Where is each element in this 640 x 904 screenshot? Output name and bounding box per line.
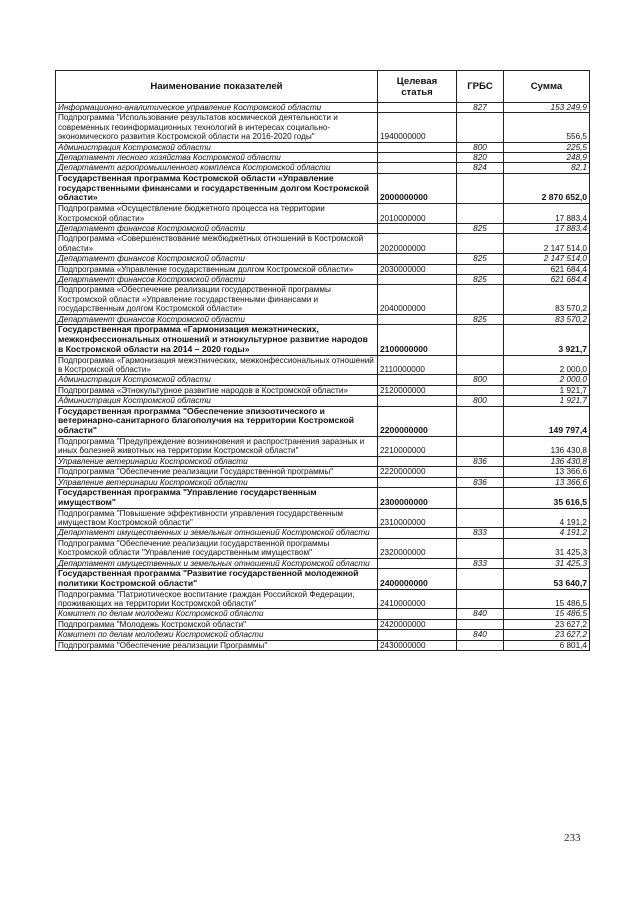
row-name: Департамент агропромышленного комплекса Костромской области bbox=[56, 163, 378, 173]
row-code: 2310000000 bbox=[378, 508, 457, 528]
row-grbs bbox=[457, 568, 504, 589]
row-sum: 136 430,8 bbox=[504, 456, 590, 466]
row-grbs bbox=[457, 467, 504, 477]
row-grbs: 833 bbox=[457, 558, 504, 568]
table-row bbox=[56, 487, 590, 508]
row-grbs: 825 bbox=[457, 224, 504, 234]
row-grbs: 820 bbox=[457, 153, 504, 163]
table-row bbox=[56, 355, 590, 375]
row-name: Государственная программа "Обеспечение эпизоотического и ветеринарно-санитарного благополучия на территории Костромской области" bbox=[56, 406, 378, 436]
row-sum: 4 191,2 bbox=[504, 528, 590, 538]
row-sum: 82,1 bbox=[504, 163, 590, 173]
table-body bbox=[56, 103, 590, 651]
header-code: Целевая статья bbox=[378, 71, 457, 103]
row-sum: 15 486,5 bbox=[504, 609, 590, 619]
row-code: 2200000000 bbox=[378, 406, 457, 436]
row-sum: 3 921,7 bbox=[504, 325, 590, 355]
table-row bbox=[56, 630, 590, 640]
row-code bbox=[378, 153, 457, 163]
row-grbs: 800 bbox=[457, 142, 504, 152]
row-sum: 2 870 652,0 bbox=[504, 173, 590, 203]
table-row bbox=[56, 103, 590, 113]
row-name: Подпрограмма "Молодежь Костромской области" bbox=[56, 619, 378, 629]
row-code: 2400000000 bbox=[378, 568, 457, 589]
row-sum: 83 570,2 bbox=[504, 314, 590, 324]
row-name: Подпрограмма «Управление государственным долгом Костромской области» bbox=[56, 264, 378, 274]
row-sum: 136 430,8 bbox=[504, 436, 590, 456]
row-code: 2110000000 bbox=[378, 355, 457, 375]
row-sum: 2 147 514,0 bbox=[504, 254, 590, 264]
row-code bbox=[378, 142, 457, 152]
row-sum: 53 640,7 bbox=[504, 568, 590, 589]
table-row bbox=[56, 142, 590, 152]
row-grbs bbox=[457, 264, 504, 274]
row-grbs: 825 bbox=[457, 275, 504, 285]
table-row bbox=[56, 436, 590, 456]
row-code: 2300000000 bbox=[378, 487, 457, 508]
row-code bbox=[378, 630, 457, 640]
row-grbs: 827 bbox=[457, 103, 504, 113]
table-row bbox=[56, 456, 590, 466]
row-sum: 1 921,7 bbox=[504, 396, 590, 406]
row-name: Департамент имущественных и земельных отношений Костромской области bbox=[56, 558, 378, 568]
row-grbs bbox=[457, 436, 504, 456]
row-sum: 31 425,3 bbox=[504, 538, 590, 558]
table-row bbox=[56, 173, 590, 203]
row-name: Департамент имущественных и земельных отношений Костромской области bbox=[56, 528, 378, 538]
row-name: Подпрограмма "Обеспечение реализации Программы" bbox=[56, 640, 378, 650]
table-row bbox=[56, 406, 590, 436]
header-name: Наименование показателей bbox=[56, 71, 378, 103]
row-sum: 13 366,6 bbox=[504, 477, 590, 487]
row-sum: 17 883,4 bbox=[504, 224, 590, 234]
row-name: Подпрограмма «Обеспечение реализации государственной программы Костромской области «Управление государственными финансами и государственным долгом Костромской области» bbox=[56, 285, 378, 314]
row-code bbox=[378, 103, 457, 113]
row-name: Государственная программа "Развитие государственной молодежной политики Костромской области" bbox=[56, 568, 378, 589]
row-sum: 83 570,2 bbox=[504, 285, 590, 314]
row-name: Информационно-аналитическое управление Костромской области bbox=[56, 103, 378, 113]
row-grbs bbox=[457, 113, 504, 142]
row-sum: 621 684,4 bbox=[504, 275, 590, 285]
row-code: 2220000000 bbox=[378, 467, 457, 477]
row-sum: 23 627,2 bbox=[504, 630, 590, 640]
table-row bbox=[56, 558, 590, 568]
row-name: Департамент финансов Костромской области bbox=[56, 224, 378, 234]
row-sum: 149 797,4 bbox=[504, 406, 590, 436]
row-sum: 153 249,9 bbox=[504, 103, 590, 113]
row-grbs bbox=[457, 234, 504, 254]
row-grbs: 800 bbox=[457, 375, 504, 385]
row-name: Подпрограмма "Патриотическое воспитание граждан Российской Федерации, проживающих на территории Костромской области" bbox=[56, 589, 378, 609]
row-sum: 621 684,4 bbox=[504, 264, 590, 274]
row-code: 2430000000 bbox=[378, 640, 457, 650]
row-name: Администрация Костромской области bbox=[56, 142, 378, 152]
row-name: Подпрограмма "Повышение эффективности управления государственным имуществом Костромской области" bbox=[56, 508, 378, 528]
row-sum: 248,9 bbox=[504, 153, 590, 163]
row-code bbox=[378, 609, 457, 619]
row-name: Комитет по делам молодежи Костромской области bbox=[56, 609, 378, 619]
table-row bbox=[56, 609, 590, 619]
row-name: Администрация Костромской области bbox=[56, 375, 378, 385]
table-row bbox=[56, 285, 590, 314]
row-code bbox=[378, 456, 457, 466]
row-sum: 556,5 bbox=[504, 113, 590, 142]
table-row bbox=[56, 375, 590, 385]
row-grbs bbox=[457, 640, 504, 650]
row-name: Подпрограмма "Использование результатов космической деятельности и современных геоинформационных технологий в интересах социально-экономического развития Костромской области на 2016-2020 годы" bbox=[56, 113, 378, 142]
row-grbs bbox=[457, 385, 504, 395]
row-name: Управление ветеринарии Костромской области bbox=[56, 456, 378, 466]
page-number: 233 bbox=[564, 832, 581, 844]
row-name: Администрация Костромской области bbox=[56, 396, 378, 406]
row-grbs: 833 bbox=[457, 528, 504, 538]
row-grbs bbox=[457, 538, 504, 558]
row-code: 2320000000 bbox=[378, 538, 457, 558]
row-code bbox=[378, 375, 457, 385]
row-sum: 31 425,3 bbox=[504, 558, 590, 568]
table-row bbox=[56, 153, 590, 163]
row-code: 2030000000 bbox=[378, 264, 457, 274]
table-row bbox=[56, 234, 590, 254]
budget-table-sheet bbox=[55, 70, 589, 651]
row-grbs bbox=[457, 325, 504, 355]
row-sum: 35 616,5 bbox=[504, 487, 590, 508]
table-row bbox=[56, 224, 590, 234]
table-row bbox=[56, 528, 590, 538]
row-sum: 17 883,4 bbox=[504, 204, 590, 224]
row-code: 2410000000 bbox=[378, 589, 457, 609]
row-code: 2020000000 bbox=[378, 234, 457, 254]
row-code: 2100000000 bbox=[378, 325, 457, 355]
table-row bbox=[56, 275, 590, 285]
row-code bbox=[378, 528, 457, 538]
row-grbs bbox=[457, 204, 504, 224]
row-grbs: 836 bbox=[457, 456, 504, 466]
row-code: 2010000000 bbox=[378, 204, 457, 224]
table-row bbox=[56, 204, 590, 224]
table-row bbox=[56, 264, 590, 274]
row-grbs: 825 bbox=[457, 314, 504, 324]
table-header-row bbox=[56, 71, 590, 103]
table-row bbox=[56, 508, 590, 528]
row-name: Управление ветеринарии Костромской области bbox=[56, 477, 378, 487]
table-row bbox=[56, 568, 590, 589]
row-code bbox=[378, 254, 457, 264]
row-grbs bbox=[457, 406, 504, 436]
row-grbs: 836 bbox=[457, 477, 504, 487]
table-row bbox=[56, 325, 590, 355]
row-name: Подпрограмма "Предупреждение возникновения и распространения заразных и иных болезней животных на территории Костромской области" bbox=[56, 436, 378, 456]
table-row bbox=[56, 619, 590, 629]
row-grbs: 824 bbox=[457, 163, 504, 173]
row-name: Подпрограмма "Обеспечение реализации государственной программы Костромской области "Управление государственным имуществом" bbox=[56, 538, 378, 558]
row-code bbox=[378, 396, 457, 406]
table-row bbox=[56, 163, 590, 173]
row-grbs bbox=[457, 487, 504, 508]
row-code: 2040000000 bbox=[378, 285, 457, 314]
row-name: Департамент финансов Костромской области bbox=[56, 314, 378, 324]
row-code bbox=[378, 558, 457, 568]
row-name: Подпрограмма «Этнокультурное развитие народов в Костромской области» bbox=[56, 385, 378, 395]
row-sum: 2 000,0 bbox=[504, 355, 590, 375]
row-code: 2420000000 bbox=[378, 619, 457, 629]
row-grbs bbox=[457, 508, 504, 528]
row-name: Комитет по делам молодежи Костромской области bbox=[56, 630, 378, 640]
header-grbs: ГРБС bbox=[457, 71, 504, 103]
row-code: 2210000000 bbox=[378, 436, 457, 456]
row-code: 1940000000 bbox=[378, 113, 457, 142]
row-grbs bbox=[457, 619, 504, 629]
budget-table bbox=[55, 70, 590, 651]
row-grbs bbox=[457, 589, 504, 609]
row-sum: 23 627,2 bbox=[504, 619, 590, 629]
row-code: 2120000000 bbox=[378, 385, 457, 395]
table-row bbox=[56, 254, 590, 264]
row-code bbox=[378, 163, 457, 173]
row-grbs bbox=[457, 285, 504, 314]
row-code bbox=[378, 224, 457, 234]
table-row bbox=[56, 385, 590, 395]
table-row bbox=[56, 589, 590, 609]
row-name: Государственная программа Костромской области «Управление государственными финансами и государственным долгом Костромской области» bbox=[56, 173, 378, 203]
table-row bbox=[56, 113, 590, 142]
row-name: Подпрограмма «Гармонизация межэтнических, межконфессиональных отношений в Костромской области» bbox=[56, 355, 378, 375]
row-sum: 15 486,5 bbox=[504, 589, 590, 609]
row-sum: 2 000,0 bbox=[504, 375, 590, 385]
row-grbs bbox=[457, 355, 504, 375]
table-row bbox=[56, 477, 590, 487]
row-grbs bbox=[457, 173, 504, 203]
row-sum: 13 366,6 bbox=[504, 467, 590, 477]
header-sum: Сумма bbox=[504, 71, 590, 103]
row-grbs: 825 bbox=[457, 254, 504, 264]
table-row bbox=[56, 640, 590, 650]
row-name: Департамент лесного хозяйства Костромской области bbox=[56, 153, 378, 163]
row-name: Подпрограмма "Обеспечение реализации Государственной программы" bbox=[56, 467, 378, 477]
table-row bbox=[56, 314, 590, 324]
row-grbs: 840 bbox=[457, 609, 504, 619]
row-code: 2000000000 bbox=[378, 173, 457, 203]
row-code bbox=[378, 477, 457, 487]
row-code bbox=[378, 275, 457, 285]
row-name: Подпрограмма «Осуществление бюджетного процесса на территории Костромской области» bbox=[56, 204, 378, 224]
table-row bbox=[56, 538, 590, 558]
row-sum: 1 921,7 bbox=[504, 385, 590, 395]
row-sum: 6 801,4 bbox=[504, 640, 590, 650]
row-sum: 2 147 514,0 bbox=[504, 234, 590, 254]
row-code bbox=[378, 314, 457, 324]
table-row bbox=[56, 396, 590, 406]
row-grbs: 800 bbox=[457, 396, 504, 406]
table-row bbox=[56, 467, 590, 477]
row-sum: 4 191,2 bbox=[504, 508, 590, 528]
row-grbs: 840 bbox=[457, 630, 504, 640]
row-name: Подпрограмма «Совершенствование межбюджетных отношений в Костромской области» bbox=[56, 234, 378, 254]
row-name: Департамент финансов Костромской области bbox=[56, 254, 378, 264]
row-name: Государственная программа «Гармонизация межэтнических, межконфессиональных отношений и этнокультурное развитие народов в Костромской области на 2014 – 2020 годы» bbox=[56, 325, 378, 355]
row-name: Департамент финансов Костромской области bbox=[56, 275, 378, 285]
row-name: Государственная программа "Управление государственным имуществом" bbox=[56, 487, 378, 508]
row-sum: 225,5 bbox=[504, 142, 590, 152]
